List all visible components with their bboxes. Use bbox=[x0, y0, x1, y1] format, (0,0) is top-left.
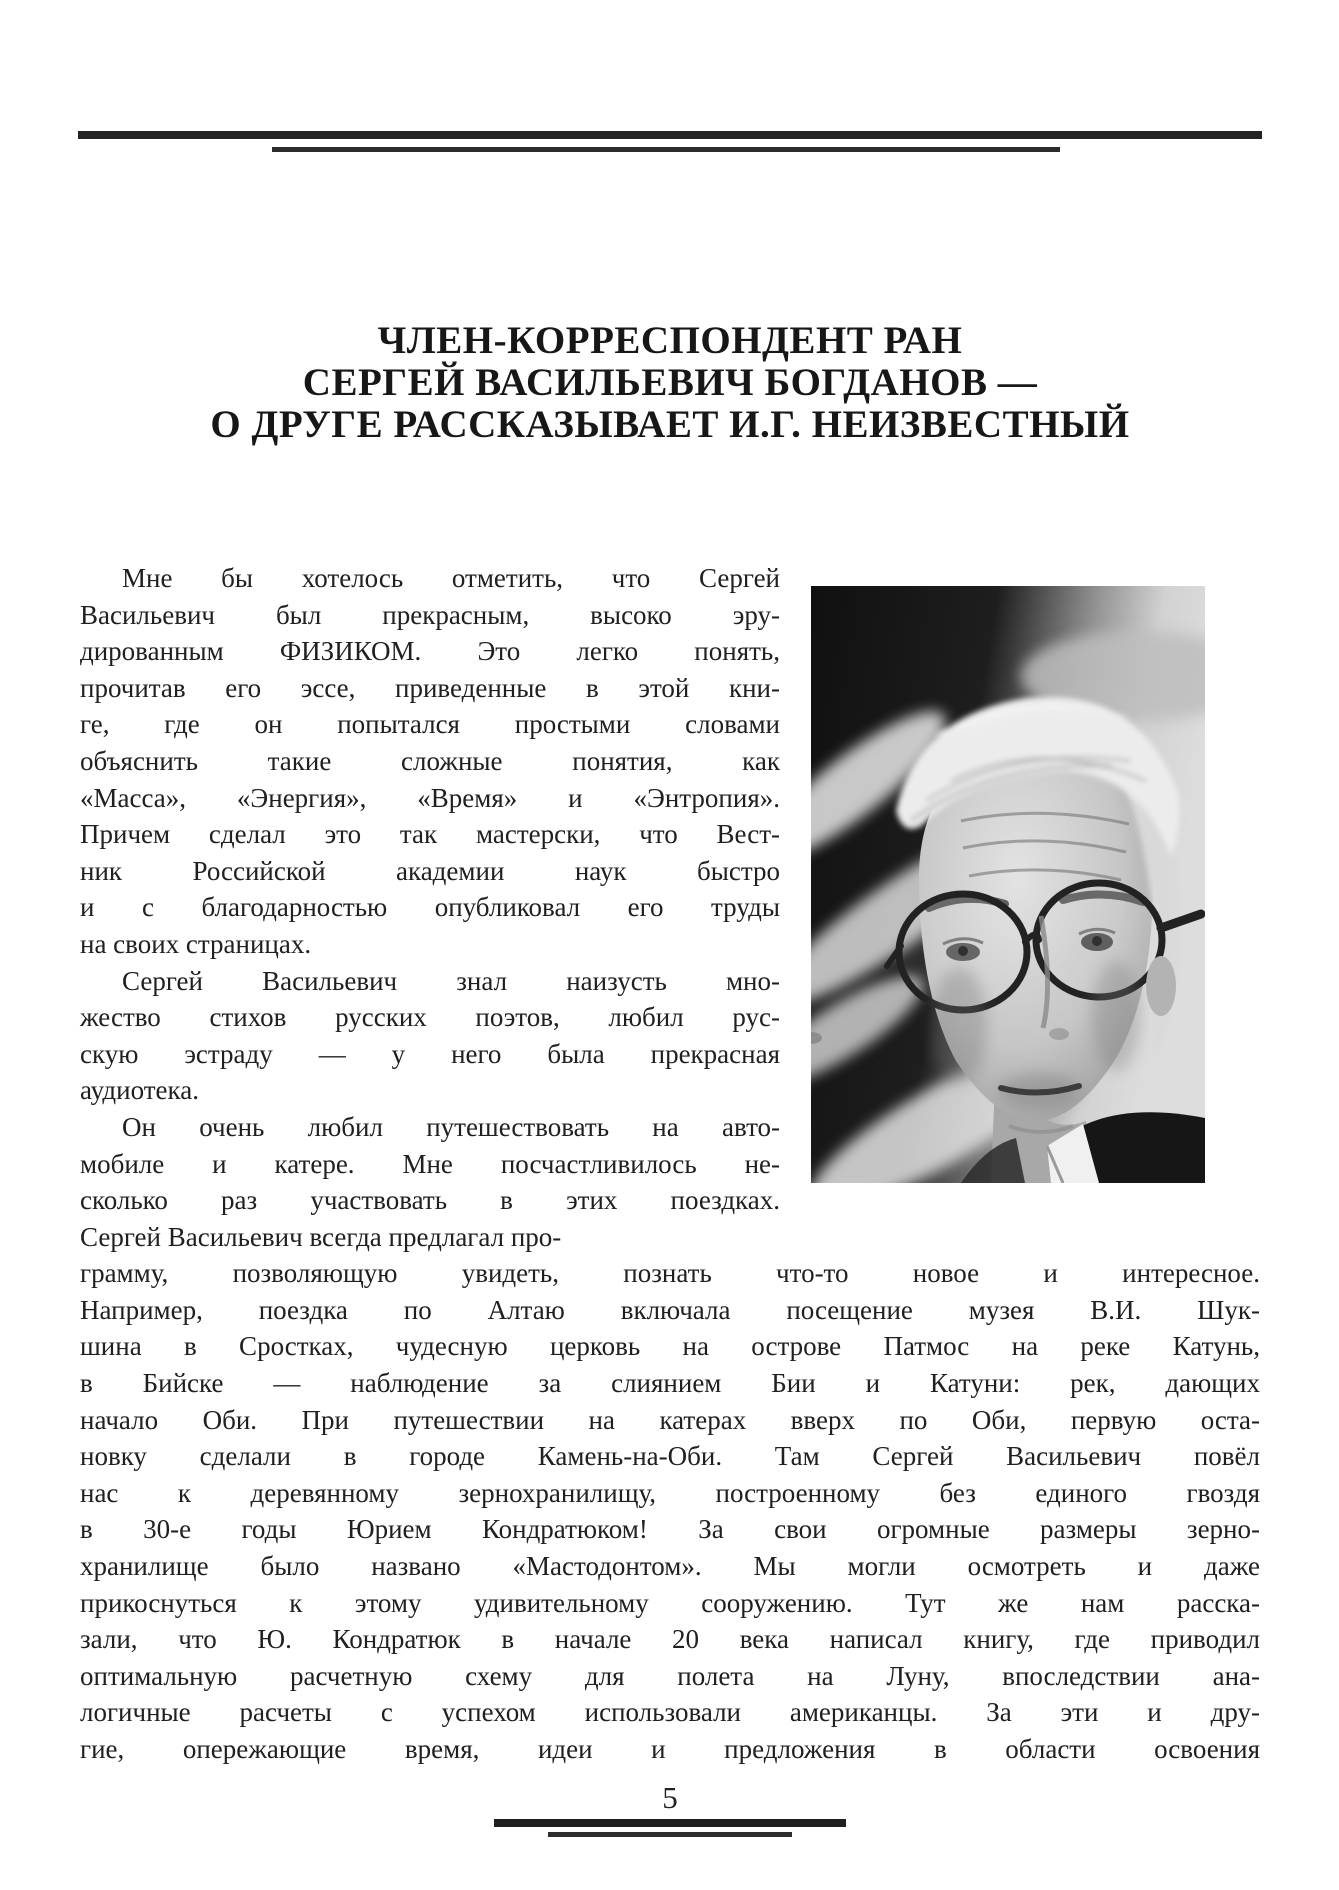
body-text-line: нас к деревянному зернохранилищу, построенному без единого гвоздя bbox=[80, 1477, 1260, 1508]
header-rule-thick bbox=[78, 131, 1262, 139]
body-text-line: аудиотека. bbox=[80, 1075, 199, 1106]
body-text-line: Причем сделал это так мастерски, что Вест- bbox=[80, 819, 780, 850]
body-text-line: жество стихов русских поэтов, любил рус- bbox=[80, 1002, 780, 1033]
body-text-line: прикоснуться к этому удивительному сооружению. Тут же нам расска- bbox=[80, 1587, 1260, 1618]
body-text-line: логичные расчеты с успехом использовали американцы. За эти и дру- bbox=[80, 1697, 1260, 1728]
body-text-line: Сергей Васильевич знал наизусть мно- bbox=[122, 965, 780, 996]
chapter-title-line: О ДРУГЕ РАССКАЗЫВАЕТ И.Г. НЕИЗВЕСТНЫЙ bbox=[210, 403, 1130, 446]
chapter-title-line: СЕРГЕЙ ВАСИЛЬЕВИЧ БОГДАНОВ — bbox=[302, 361, 1038, 404]
body-text-line: хранилище было названо «Мастодонтом». Мы могли осмотреть и даже bbox=[80, 1551, 1260, 1582]
body-text-line: Васильевич был прекрасным, высоко эру- bbox=[80, 599, 780, 630]
body-text-line: объяснить такие сложные понятия, как bbox=[80, 745, 780, 776]
body-text-line: скую эстраду — у него была прекрасная bbox=[80, 1038, 780, 1069]
body-text-line: на своих страницах. bbox=[80, 928, 312, 959]
body-text-line: Сергей Васильевич всегда предлагал про- bbox=[80, 1221, 562, 1252]
page-number: 5 bbox=[662, 1780, 678, 1815]
body-text-line: сколько раз участвовать в этих поездках. bbox=[80, 1185, 780, 1216]
body-text-line: гие, опережающие время, идеи и предложения в области освоения bbox=[80, 1734, 1260, 1764]
footer-rule-thin bbox=[548, 1832, 792, 1837]
body-text-line: в 30-е годы Юрием Кондратюком! За свои огромные размеры зерно- bbox=[80, 1514, 1260, 1545]
page-footer bbox=[80, 1780, 1260, 1837]
body-text-line: оптимальную расчетную схему для полета на Луну, впоследствии ана- bbox=[80, 1660, 1260, 1691]
body-text-line: Мне бы хотелось отметить, что Сергей bbox=[122, 563, 780, 593]
footer-rule-thick bbox=[494, 1819, 846, 1827]
body-text-line: в Бийске — наблюдение за слиянием Бии и Катуни: рек, дающих bbox=[80, 1368, 1260, 1399]
body-text-line: и с благодарностью опубликовал его труды bbox=[80, 892, 780, 923]
body-text-line: ге, где он попытался простыми словами bbox=[80, 709, 780, 740]
header-rule-thin bbox=[272, 147, 1060, 152]
chapter-title bbox=[80, 320, 1260, 446]
body-text-line: дированным ФИЗИКОМ. Это легко понять, bbox=[80, 636, 780, 667]
body-text bbox=[80, 560, 1260, 1768]
body-text-line: ник Российской академии наук быстро bbox=[80, 855, 780, 886]
body-text-line: шина в Сростках, чудесную церковь на острове Патмос на реке Катунь, bbox=[80, 1331, 1260, 1362]
body-text-line: зали, что Ю. Кондратюк в начале 20 века написал книгу, где приводил bbox=[80, 1624, 1260, 1655]
body-text-line: прочитав его эссе, приведенные в этой кни- bbox=[80, 672, 780, 703]
body-text-line: «Масса», «Энергия», «Время» и «Энтропия». bbox=[80, 782, 780, 813]
body-text-line: новку сделали в городе Камень-на-Оби. Там Сергей Васильевич повёл bbox=[80, 1441, 1260, 1472]
chapter-title-line: ЧЛЕН-КОРРЕСПОНДЕНТ РАН bbox=[377, 319, 963, 362]
body-text-line: Например, поездка по Алтаю включала посещение музея В.И. Шук- bbox=[80, 1294, 1260, 1325]
body-text-line: Он очень любил путешествовать на авто- bbox=[122, 1111, 780, 1142]
body-text-line: мобиле и катере. Мне посчастливилось не- bbox=[80, 1148, 780, 1179]
body-text-line: грамму, позволяющую увидеть, познать что-то новое и интересное. bbox=[80, 1258, 1260, 1289]
body-text-line: начало Оби. При путешествии на катерах вверх по Оби, первую оста- bbox=[80, 1404, 1260, 1435]
